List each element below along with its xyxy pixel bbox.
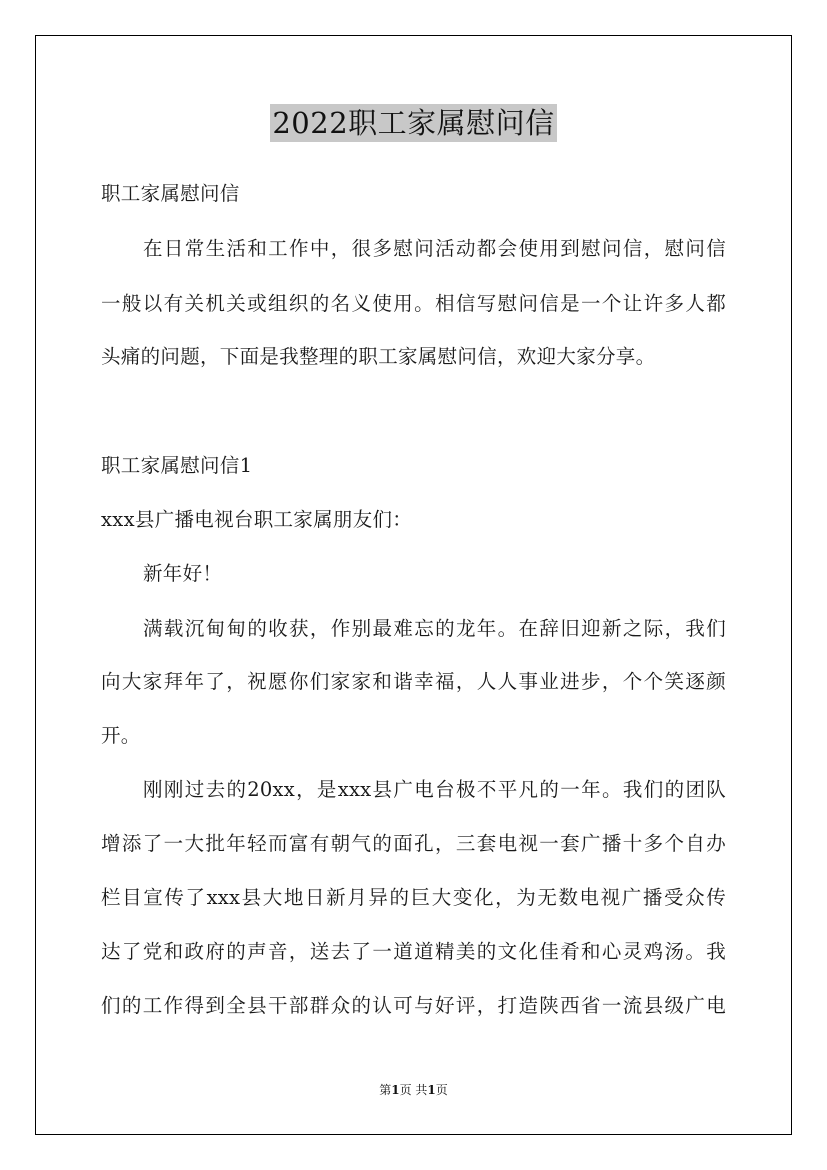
letter-salutation: xxx县广播电视台职工家属朋友们： [101,508,413,531]
paragraph2-line-3: 栏目宣传了xxx县大地日新月异的巨大变化，为无数电视广播受众传 [101,886,726,909]
paragraph2-line-2: 增添了一大批年轻而富有朝气的面孔，三套电视一套广播十多个自办 [101,832,726,855]
footer-page-prefix: 第 [379,1083,392,1097]
paragraph1-line-1: 满载沉甸甸的收获，作别最难忘的龙年。在辞旧迎新之际，我们 [143,617,726,640]
paragraph1-line-2: 向大家拜年了，祝愿你们家家和谐幸福，人人事业进步，个个笑逐颜 [101,670,726,693]
page-footer [0,1082,827,1098]
intro-line-3: 头痛的问题，下面是我整理的职工家属慰问信，欢迎大家分享。 [101,345,656,368]
paragraph2-line-1: 刚刚过去的20xx，是xxx县广电台极不平凡的一年。我们的团队 [143,778,726,801]
footer-current-page: 1 [391,1083,400,1097]
intro-line-2: 一般以有关机关或组织的名义使用。相信写慰问信是一个让许多人都 [101,292,726,315]
footer-page-suffix: 页 [435,1083,448,1097]
document-title: 2022职工家属慰问信 [272,106,555,140]
intro-line-1: 在日常生活和工作中，很多慰问活动都会使用到慰问信，慰问信 [143,237,726,260]
paragraph1-line-3: 开。 [101,724,141,747]
letter-heading: 职工家属慰问信1 [101,454,253,477]
document-subtitle: 职工家属慰问信 [101,182,240,205]
title-container [0,104,827,142]
letter-greeting: 新年好！ [143,562,223,585]
paragraph2-line-5: 们的工作得到全县干部群众的认可与好评，打造陕西省一流县级广电 [101,994,726,1017]
paragraph2-line-4: 达了党和政府的声音，送去了一道道精美的文化佳肴和心灵鸡汤。我 [101,940,726,963]
footer-page-mid: 页 共 [399,1083,428,1097]
footer-total-pages: 1 [427,1083,436,1097]
